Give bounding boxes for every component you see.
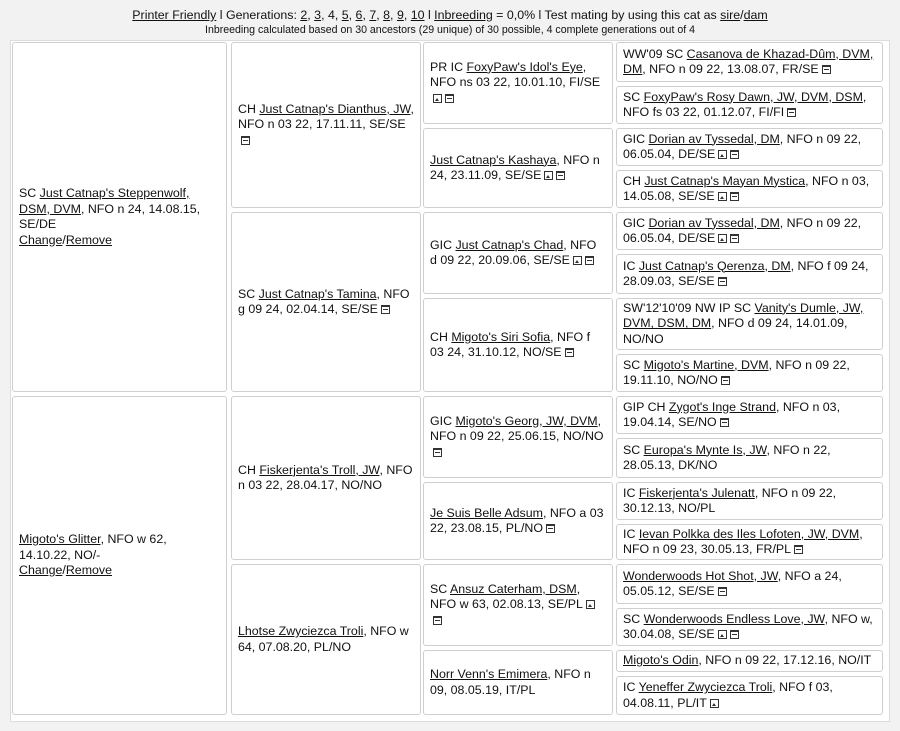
pedigree-cell <box>616 650 883 672</box>
document-icon[interactable] <box>381 305 390 314</box>
slash: / <box>62 563 66 578</box>
pedigree-cell <box>616 564 883 604</box>
comma: , <box>307 8 315 22</box>
document-icon[interactable] <box>822 65 831 74</box>
photo-icon[interactable] <box>586 600 595 609</box>
separator: l <box>535 8 545 22</box>
cat-titles: GIC <box>430 413 456 428</box>
cat-name-link[interactable]: Migoto's Martine, DVM <box>643 357 769 372</box>
document-icon[interactable] <box>718 587 727 596</box>
pedigree-cell <box>616 482 883 520</box>
cat-details: , NFO n 09 22, 13.08.07, FR/SE <box>642 62 819 76</box>
comma: , <box>321 8 328 22</box>
comma: , <box>348 8 356 22</box>
generation-7-link[interactable]: 7 <box>369 8 377 22</box>
cat-details: , NFO n 09 22, 06.05.04, DE/SE <box>623 131 862 161</box>
document-icon[interactable] <box>556 171 565 180</box>
cat-titles: SC <box>430 581 450 596</box>
cat-entry <box>430 330 606 361</box>
cat-name-link[interactable]: Just Catnap's Tamina <box>258 286 377 301</box>
photo-icon[interactable] <box>718 630 727 639</box>
cat-name-link[interactable]: Just Catnap's Qerenza, DM <box>638 258 791 273</box>
cat-name-link[interactable]: Lhotse Zwyciezca Troli <box>238 624 364 638</box>
pedigree-cell <box>616 396 883 434</box>
cat-entry <box>623 612 876 643</box>
pedigree-table <box>10 40 890 722</box>
pedigree-cell <box>423 298 613 392</box>
photo-icon[interactable] <box>718 150 727 159</box>
cat-entry <box>623 47 876 78</box>
photo-icon[interactable] <box>718 192 727 201</box>
cat-entry <box>19 532 220 579</box>
pedigree-cell <box>423 128 613 208</box>
photo-icon[interactable] <box>433 94 442 103</box>
pedigree-cell <box>423 212 613 294</box>
dam-link[interactable]: dam <box>743 8 768 22</box>
cat-name-link[interactable]: Fiskerjenta's Troll, JW <box>259 462 380 477</box>
cat-name-link[interactable]: FoxyPaw's Rosy Dawn, JW, DVM, DSM <box>643 89 863 104</box>
document-icon[interactable] <box>730 192 739 201</box>
cat-details: , NFO n 22, 28.05.13, DK/NO <box>623 442 831 472</box>
cat-titles: IC <box>623 680 639 694</box>
cat-entry <box>238 624 414 655</box>
cat-titles: CH <box>238 101 260 116</box>
cat-titles: SC <box>623 357 644 372</box>
document-icon[interactable] <box>787 108 796 117</box>
pedigree-cell <box>616 354 883 392</box>
pedigree-cell <box>231 396 421 560</box>
pedigree-cell <box>616 608 883 646</box>
toolbar-line: Printer Friendly l Generations: 2, 3, 4, 5, 6, 7, 8, 9, 10 l Inbreeding = 0,0% l Test mating by using this cat as sire/dam <box>132 8 768 22</box>
pedigree-cell <box>616 298 883 350</box>
generation-4-link: 4 <box>327 8 335 22</box>
cat-details: , NFO n 09 22, 19.11.10, NO/NO <box>623 357 850 387</box>
cat-name-link[interactable]: Casanova de Khazad-Dûm, DVM, DM <box>623 46 874 76</box>
pedigree-cell <box>616 676 883 715</box>
cat-details: , NFO f 09 24, 28.09.03, SE/SE <box>623 258 869 288</box>
cat-details: , NFO n 03, 14.05.08, SE/SE <box>623 173 870 203</box>
cat-details: , NFO n 09 23, 30.05.13, FR/PL <box>623 526 863 556</box>
photo-icon[interactable] <box>710 699 719 708</box>
cat-titles: WW'09 SC <box>623 46 687 61</box>
remove-link[interactable]: Remove <box>65 563 112 578</box>
cat-details: , NFO ns 03 22, 10.01.10, FI/SE <box>430 59 601 90</box>
generation-6-link[interactable]: 6 <box>355 8 363 22</box>
comma: , <box>403 8 411 22</box>
cat-details: , NFO n 03 22, 28.04.17, NO/NO <box>238 462 413 492</box>
cat-name-link[interactable]: Just Catnap's Steppenwolf, DSM, DVM <box>19 186 190 216</box>
document-icon[interactable] <box>720 418 729 427</box>
cat-details: , NFO n 24, 23.11.09, SE/SE <box>430 152 600 182</box>
cat-titles: SW'12'10'09 NW IP SC <box>623 300 755 315</box>
document-icon[interactable] <box>546 524 555 533</box>
cat-titles: SC <box>623 442 644 457</box>
generation-3-link[interactable]: 3 <box>314 8 322 22</box>
document-icon[interactable] <box>730 150 739 159</box>
cat-titles: CH <box>238 462 260 477</box>
cat-name-link[interactable]: Yeneffer Zwyciezca Troli <box>638 680 773 694</box>
pedigree-cell <box>423 650 613 715</box>
cat-name-link[interactable]: Just Catnap's Mayan Mystica <box>644 173 806 188</box>
cat-entry <box>623 301 876 348</box>
document-icon[interactable] <box>241 136 250 145</box>
cat-name-link[interactable]: Migoto's Georg, JW, DVM <box>455 413 598 428</box>
document-icon[interactable] <box>585 256 594 265</box>
generation-links <box>300 8 424 22</box>
generation-10-link[interactable]: 10 <box>410 8 425 22</box>
cat-details: , NFO n 09, 08.05.19, IT/PL <box>430 667 591 697</box>
cat-titles: IC <box>623 485 639 500</box>
cat-details: , NFO n 09 22, 25.06.15, NO/NO <box>430 413 604 444</box>
cat-name-link[interactable]: Fiskerjenta's Julenatt <box>638 485 755 500</box>
pedigree-cell <box>616 42 883 82</box>
cat-entry <box>430 238 606 269</box>
cat-titles: IC <box>623 258 639 273</box>
cat-titles: GIP CH <box>623 399 669 414</box>
document-icon[interactable] <box>730 234 739 243</box>
document-icon[interactable] <box>794 545 803 554</box>
pedigree-cell <box>616 524 883 560</box>
pedigree-cell <box>616 86 883 124</box>
cat-entry <box>430 153 606 184</box>
cat-entry <box>623 132 876 163</box>
pedigree-cell <box>231 564 421 715</box>
cat-entry <box>623 569 876 600</box>
cat-titles: GIC <box>623 131 649 146</box>
cat-name-link[interactable]: Dorian av Tyssedal, DM <box>648 215 780 230</box>
cat-details: , NFO n 24, 14.08.15, SE/DE <box>19 201 201 231</box>
document-icon[interactable] <box>721 376 730 385</box>
cat-entry <box>430 60 606 107</box>
cat-entry <box>623 653 876 669</box>
pedigree-cell <box>423 42 613 124</box>
document-icon[interactable] <box>565 348 574 357</box>
cat-entry <box>238 287 414 318</box>
cat-name-link[interactable]: Migoto's Glitter <box>19 532 101 547</box>
photo-icon[interactable] <box>718 234 727 243</box>
pedigree-cell <box>616 438 883 478</box>
cat-entry <box>623 358 876 389</box>
cat-titles: IC <box>623 526 639 541</box>
cat-name-link[interactable]: Migoto's Siri Sofia <box>451 329 551 344</box>
cat-name-link[interactable]: Vanity's Dumle, JW, DVM, DSM, DM <box>623 300 864 331</box>
document-icon[interactable] <box>445 94 454 103</box>
generations-label: Generations: <box>225 8 297 22</box>
cat-entry <box>238 463 414 494</box>
cat-entry <box>623 174 876 205</box>
photo-icon[interactable] <box>544 171 553 180</box>
cat-details: , NFO n 09 22, 30.12.13, NO/PL <box>623 485 837 515</box>
cat-titles: SC <box>238 286 259 301</box>
cat-details: , NFO a 24, 05.05.12, SE/SE <box>623 568 842 598</box>
pedigree-cell <box>12 396 227 715</box>
generation-9-link[interactable]: 9 <box>396 8 404 22</box>
cat-details: , NFO w 62, 14.10.22, NO/- <box>19 532 167 562</box>
generation-8-link[interactable]: 8 <box>383 8 391 22</box>
cat-entry <box>623 680 876 711</box>
cat-entry <box>623 443 876 474</box>
pedigree-cell <box>616 254 883 294</box>
printer-friendly-link[interactable]: Printer Friendly <box>132 8 217 22</box>
cat-details: , NFO d 09 22, 20.09.06, SE/SE <box>430 237 597 267</box>
cat-titles: SC <box>623 89 644 104</box>
sire-link[interactable]: sire <box>720 8 741 22</box>
cat-details: , NFO n 09 22, 17.12.16, NO/IT <box>698 653 872 668</box>
document-icon[interactable] <box>433 616 442 625</box>
pedigree-cell <box>423 396 613 478</box>
cat-titles: CH <box>623 173 645 188</box>
cat-entry <box>623 527 876 558</box>
comma: , <box>362 8 370 22</box>
separator: l <box>216 8 226 22</box>
cat-details: , NFO n 09 22, 06.05.04, DE/SE <box>623 215 862 245</box>
cat-name-link[interactable]: FoxyPaw's Idol's Eye <box>466 59 583 74</box>
document-icon[interactable] <box>433 448 442 457</box>
cat-entry <box>430 506 606 537</box>
cat-titles: GIC <box>623 215 649 230</box>
comma: , <box>334 8 342 22</box>
cat-name-link[interactable]: Wonderwoods Endless Love, JW <box>643 611 825 626</box>
cat-name-link[interactable]: Just Catnap's Dianthus, JW <box>259 101 411 116</box>
cat-name-link[interactable]: Je Suis Belle Adsum <box>430 505 543 520</box>
pedigree-cell <box>616 170 883 208</box>
pedigree-cell <box>423 482 613 560</box>
generation-5-link[interactable]: 5 <box>341 8 349 22</box>
cat-entry <box>623 90 876 121</box>
inbreeding-subline: Inbreeding calculated based on 30 ancestors (29 unique) of 30 possible, 4 complete generations out of 4 <box>205 24 695 36</box>
cat-entry <box>430 414 606 461</box>
cat-entry <box>623 216 876 247</box>
change-link[interactable]: Change <box>19 232 63 247</box>
cat-titles: PR IC <box>430 59 467 74</box>
pedigree-cell <box>231 42 421 208</box>
change-link[interactable]: Change <box>19 563 63 578</box>
cat-titles: CH <box>430 329 452 344</box>
document-icon[interactable] <box>718 277 727 286</box>
cat-name-link[interactable]: Europa's Mynte Is, JW <box>643 442 767 457</box>
document-icon[interactable] <box>730 630 739 639</box>
pedigree-cell <box>616 128 883 166</box>
cat-name-link[interactable]: Just Catnap's Kashaya <box>430 152 557 167</box>
cat-entry <box>19 186 220 248</box>
cat-details: , NFO fs 03 22, 01.12.07, FI/FI <box>623 89 867 119</box>
generation-2-link[interactable]: 2 <box>300 8 308 22</box>
comma: , <box>376 8 384 22</box>
cat-entry <box>430 582 606 629</box>
cat-details: , NFO n 03, 19.04.14, SE/NO <box>623 399 841 429</box>
cat-titles: GIC <box>430 237 456 252</box>
pedigree-cell <box>12 42 227 392</box>
cat-name-link[interactable]: Zygot's Inge Strand <box>668 399 776 414</box>
pedigree-toolbar <box>0 8 900 37</box>
photo-icon[interactable] <box>573 256 582 265</box>
cat-titles: SC <box>623 611 644 626</box>
test-mating-text: Test mating by using this cat as <box>544 8 717 22</box>
cat-name-link[interactable]: Dorian av Tyssedal, DM <box>648 131 780 146</box>
cat-name-link[interactable]: Migoto's Odin <box>623 653 699 668</box>
cat-details: , NFO n 03 22, 17.11.11, SE/SE <box>238 101 414 132</box>
cat-details: , NFO f 03, 04.08.11, PL/IT <box>623 680 833 710</box>
comma: , <box>390 8 397 22</box>
cat-details: , NFO w 63, 02.08.13, SE/PL <box>430 581 583 612</box>
cat-details: , NFO g 09 24, 02.04.14, SE/SE <box>238 286 410 316</box>
cat-entry <box>623 259 876 290</box>
cat-details: , NFO w 64, 07.08.20, PL/NO <box>238 624 409 654</box>
cat-entry <box>623 486 876 517</box>
slash: / <box>62 232 66 247</box>
cat-entry <box>238 102 414 149</box>
cat-name-link[interactable]: Ievan Polkka des Iles Lofoten, JW, DVM <box>638 526 860 541</box>
separator: l <box>424 8 435 22</box>
pedigree-cell <box>423 564 613 646</box>
cat-name-link[interactable]: Just Catnap's Chad <box>455 237 564 252</box>
cat-titles: SC <box>19 186 40 200</box>
cat-details: , NFO d 09 24, 14.01.09, NO/NO <box>623 316 848 346</box>
pedigree-cell <box>231 212 421 392</box>
inbreeding-value: = 0,0% <box>492 8 536 22</box>
cat-entry <box>430 667 606 698</box>
cat-name-link[interactable]: Ansuz Caterham, DSM <box>449 581 577 596</box>
inbreeding-link[interactable]: Inbreeding <box>434 8 493 22</box>
cat-details: , NFO f 03 24, 31.10.12, NO/SE <box>430 329 591 359</box>
cat-details: , NFO a 03 22, 23.08.15, PL/NO <box>430 505 604 535</box>
pedigree-cell <box>616 212 883 250</box>
cat-details: , NFO w, 30.04.08, SE/SE <box>623 611 873 641</box>
cat-entry <box>623 400 876 431</box>
remove-link[interactable]: Remove <box>65 232 112 247</box>
cat-name-link[interactable]: Wonderwoods Hot Shot, JW <box>623 568 778 583</box>
cat-name-link[interactable]: Norr Venn's Emimera <box>430 667 548 681</box>
